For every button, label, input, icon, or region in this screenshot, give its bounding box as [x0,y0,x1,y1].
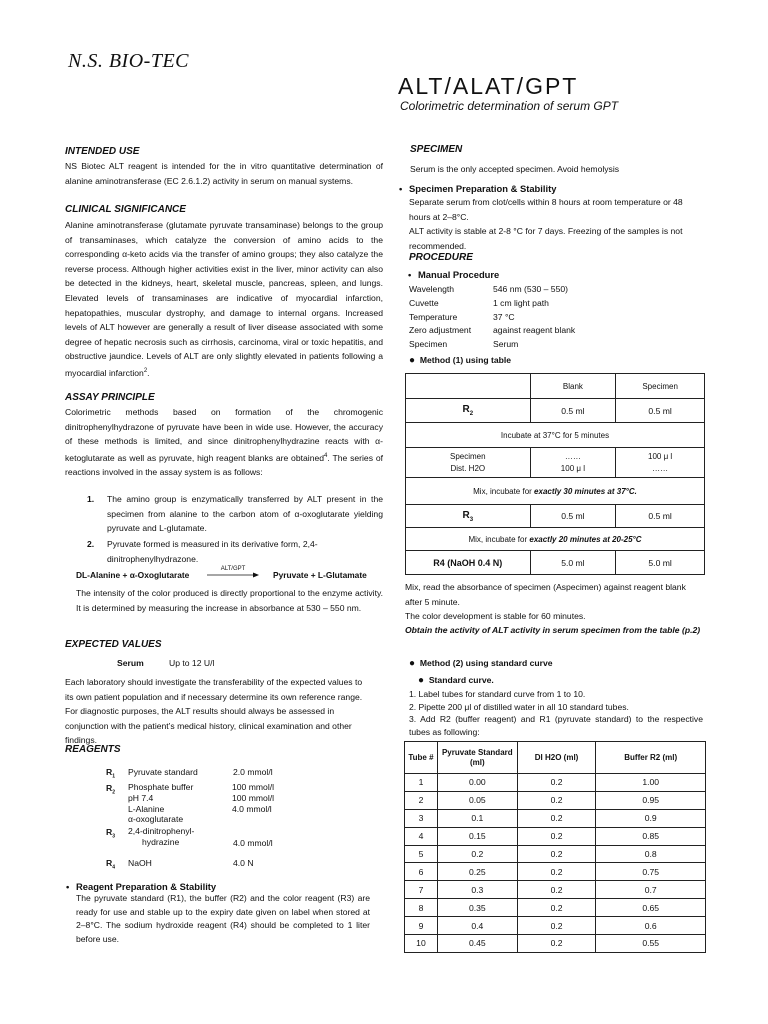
method1-table [405,373,705,575]
reagent-r3-value: 4.0 mmol/l [233,838,273,848]
row-r4-label: R4 (NaOH 0.4 N) [406,551,531,575]
after-text-2: The color development is stable for 60 minutes. [405,611,586,621]
table-cell: 0.9 [596,809,706,827]
mix-row-1: Mix, incubate for exactly 30 minutes at 37°C. [406,478,705,505]
table-row [405,863,706,881]
table-cell: 0.2 [437,845,517,863]
table-cell: 0.95 [596,791,706,809]
table-row [405,791,706,809]
expected-serum-value: Up to 12 U/l [169,658,215,668]
table-cell: 0.85 [596,827,706,845]
table-cell: 0.4 [437,917,517,935]
table-row [405,935,706,953]
table-cell: 0.2 [517,899,596,917]
reagent-r3-lines: 2,4-dinitrophenyl- hydrazine [128,826,195,847]
table-cell: 0.6 [596,917,706,935]
col-specimen-header: Specimen [616,374,705,399]
table-cell: 3 [405,809,438,827]
table-cell: 8 [405,899,438,917]
table-cell: 0.2 [517,917,596,935]
table-header-cell: Buffer R2 (ml) [596,742,706,774]
specimen-spec-values: 100 μ l …… [616,448,705,478]
table-header-cell: Tube # [405,742,438,774]
equation-right: Pyruvate + L-Glutamate [273,570,367,580]
standard-curve-table [404,741,706,953]
table-row [405,827,706,845]
table-row [405,845,706,863]
r4-blank: 5.0 ml [530,551,616,575]
r2-blank: 0.5 ml [530,399,616,423]
page-subtitle: Colorimetric determination of serum GPT [400,99,619,113]
manual-procedure-heading: • Manual Procedure [418,269,499,281]
brand-name: N.S. BIO-TEC [68,50,189,72]
table-row [405,774,706,792]
table-row [405,917,706,935]
assay-text: Colorimetric methods based on formation of the chromogenic dinitrophenylhydrazone of pyruvate have been in wide use. However, the accuracy of these methods is limited, and since dinitrophenylhydrazine reacts with α-ketoglutarate as well as pyruvate, high reagent blanks are obtained$^4$. The series of reactions involved in the assay system is as follows: [65,407,383,478]
table-row [405,881,706,899]
reagent-r4-code: $R_4$ [106,858,115,871]
reagent-r2-code: $R_2$ [106,783,115,796]
table-row [405,899,706,917]
table-cell: 6 [405,863,438,881]
expected-serum-label: Serum [117,658,144,668]
table-cell: 0.2 [517,935,596,953]
table-cell: 0.1 [437,809,517,827]
mix-row-2: Mix, incubate for exactly 20 minutes at 20-25°C [406,528,705,551]
specimen-prep-heading: • Specimen Preparation & Stability [409,183,556,195]
table-row [405,809,706,827]
reagent-prep-heading: • Reagent Preparation & Stability [76,881,216,893]
row-r3-label: $R_3$ [406,505,531,528]
reagent-r2-values: 100 mmol/l 100 mmol/l 4.0 mmol/l [232,782,275,814]
specimen-prep-text-1: Separate serum from clot/cells within 8 hours at room temperature or 48 hours at 2–8°C. [409,197,683,222]
method1-heading: ● Method (1) using table [409,355,512,366]
table-cell: 0.2 [517,809,596,827]
assay-step-1: 1. The amino group is enzymatically transferred by ALT present in the specimen from alanine to the carbon atom of α-oxoglutarate yielding pyruvate and L-glutamate. [87,494,383,534]
table-cell: 0.2 [517,845,596,863]
table-cell: 0.35 [437,899,517,917]
clinical-text: Alanine aminotransferase (glutamate pyruvate transaminase) belongs to the group of transaminases, which catalyze the conversion of amino acids to the corresponding α-keto acids via the transfer of amino groups; they also catalyze the reverse process. Although higher activities exist in the liver, minor activity can also be detected in the kidneys, heart, skeletal muscle, pancreas, spleen, and lungs. Elevated levels of transaminases are indicative of myocardial infarction, hepatopathies, muscular dystrophy, and damage to internal organs. Increased levels of ALT however are generally a result of liver disease associated with some degree of hepatic necrosis such as cirrhosis, carcinoma, viral or toxic hepatitis, and obstructive jaundice. Levels of ALT are only slightly elevated in patients following a myocardial infarction$^2$. [65,220,383,378]
table-cell: 10 [405,935,438,953]
specimen-text: Serum is the only accepted specimen. Avoid hemolysis [410,164,620,174]
procedure-heading: PROCEDURE [409,252,473,263]
method2-heading: ● Method (2) using standard curve [409,658,553,669]
table-cell: 0.3 [437,881,517,899]
reagent-r1-value: 2.0 mmol/l [233,767,273,777]
reagent-r1-name: Pyruvate standard [128,767,198,777]
reagent-r2-lines: Phosphate buffer pH 7.4 L-Alanine α-oxoglutarate [128,782,194,825]
procedure-params: Wavelength 546 nm (530 – 550) Cuvette 1 cm light path Temperature 37 °C Zero adjustment against reagent blank Specimen Serum [409,284,576,350]
table-cell: 0.2 [517,881,596,899]
row-specimen-labels: Specimen Dist. H2O [406,448,531,478]
table-cell: 0.65 [596,899,706,917]
specimen-heading: SPECIMEN [410,144,463,155]
specimen-prep-text-2: ALT activity is stable at 2-8 °C for 7 days. Freezing of the samples is not recommended. [409,226,683,251]
table-cell: 0.75 [596,863,706,881]
standard-step-3: 3. Add R2 (buffer reagent) and R1 (pyruvate standard) to the respective tubes as following: [409,714,703,737]
table-cell: 4 [405,827,438,845]
table-cell: 5 [405,845,438,863]
table-cell: 0.55 [596,935,706,953]
table-cell: 2 [405,791,438,809]
r3-specimen: 0.5 ml [616,505,705,528]
table-cell: 0.05 [437,791,517,809]
assay-intensity-text: The intensity of the color produced is directly proportional to the enzyme activity. It is determined by measuring the increase in absorbance at 530 – 550 nm. [76,588,383,613]
expected-heading: EXPECTED VALUES [65,639,162,650]
standard-steps: 1. Label tubes for standard curve from 1 to 10. 2. Pipette 200 μl of distilled water in all 10 standard tubes. [409,689,629,712]
r2-specimen: 0.5 ml [616,399,705,423]
equation-left: DL-Alanine + α-Oxoglutarate [76,570,190,580]
reagent-r3-code: $R_3$ [106,827,115,840]
table-header-cell: DI H2O (ml) [517,742,596,774]
table-cell: 0.25 [437,863,517,881]
r4-specimen: 5.0 ml [616,551,705,575]
r3-blank: 0.5 ml [530,505,616,528]
arrow-icon [207,572,259,578]
table-cell: 0.8 [596,845,706,863]
standard-curve-heading: ● Standard curve. [418,675,494,686]
expected-text: Each laboratory should investigate the transferability of the expected values to its own patient population and if necessary determine its own reference range. For diagnostic purposes, the ALT results should always be assessed in conjunction with the patient’s medical history, clinical examination and other findings. [65,677,363,746]
table-cell: 0.2 [517,774,596,792]
after-bold-text: Obtain the activity of ALT activity in serum specimen from the table (p.2) [405,625,701,635]
table-cell: 0.2 [517,827,596,845]
reagent-prep-text: The pyruvate standard (R1), the buffer (R2) and the color reagent (R3) are ready for use and stable up to the expiry date given on label when stored at 2–8°C. The sodium hydroxide reagent (R4) should be completed to 1 liter before use. [76,893,370,945]
table-cell: 0.2 [517,863,596,881]
table-cell: 0.00 [437,774,517,792]
col-blank-header: Blank [530,374,616,399]
assay-step-2: 2. Pyruvate formed is measured in its derivative form, 2,4-dinitrophenylhydrazone. [87,539,318,564]
clinical-heading: CLINICAL SIGNIFICANCE [65,204,186,215]
assay-heading: ASSAY PRINCIPLE [65,392,155,403]
table-cell: 0.7 [596,881,706,899]
incubate-row-1: Incubate at 37°C for 5 minutes [406,423,705,448]
table-cell: 0.15 [437,827,517,845]
table-cell: 0.45 [437,935,517,953]
table-cell: 7 [405,881,438,899]
table-cell: 1.00 [596,774,706,792]
intended-use-heading: INTENDED USE [65,146,140,157]
after-text-1: Mix, read the absorbance of specimen (Aspecimen) against reagent blank after 5 minute. [405,582,686,607]
reagent-r4-name: NaOH [128,858,152,868]
reagent-r1-code: $R_1$ [106,767,115,780]
row-r2-label: $R_2$ [406,399,531,423]
page-title: ALT/ALAT/GPT [398,73,579,99]
specimen-blank-values: …… 100 μ l [530,448,616,478]
reagent-r4-value: 4.0 N [233,858,254,868]
table-cell: 1 [405,774,438,792]
reagents-heading: REAGENTS [65,744,121,755]
intended-use-text: NS Biotec ALT reagent is intended for the in vitro quantitative determination of alanine aminotransferase (EC 2.6.1.2) activity in serum on manual systems. [65,161,383,186]
table-header-cell: Pyruvate Standard (ml) [437,742,517,774]
table-cell: 9 [405,917,438,935]
equation-arrow: ALT/GPT [207,566,259,578]
table-cell: 0.2 [517,791,596,809]
